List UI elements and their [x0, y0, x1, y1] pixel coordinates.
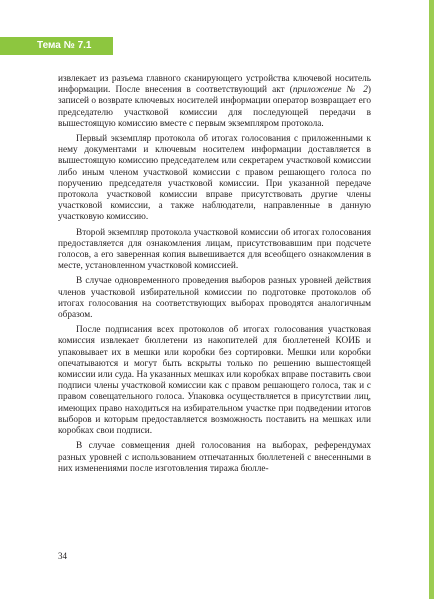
paragraph-1-appendix-ref: приложение № 2: [292, 85, 368, 96]
paragraph-2: Первый экземпляр протокола об итогах голосования с приложенными к нему документами и ключевым носителем информации доставляется в вышестоящую комиссию председателем или секретарем участковой комиссии либо иным членом участковой комиссии с правом решающего голоса по поручению председателя участковой комиссии. При указанной передаче протокола участковой комиссии вправе присутствовать другие члены участковой комиссии, а также наблюдатели, направленные в данную участковую комиссию.: [58, 134, 371, 223]
page-number: 34: [58, 551, 67, 561]
section-tab: [0, 37, 113, 55]
paragraph-3: Второй экземпляр протокола участковой комиссии об итогах голосования предоставляется для ознакомления лицам, присутствовавшим при подсчете голосов, а его заверенная копия вывешивается для всеобщего ознакомления в месте, установленном участковой комиссией.: [58, 227, 371, 272]
paragraph-6: В случае совмещения дней голосования на выборах, референдумах разных уровней с использованием отпечатанных бюллетеней с внесенными в них изменениями после изготовления тиража бюлле-: [58, 441, 371, 474]
body-text: [58, 74, 371, 475]
paragraph-1: [58, 74, 371, 130]
paragraph-4: В случае одновременного проведения выборов разных уровней действия членов участковой избирательной комиссии по подготовке протоколов об итогах голосования на соответствующих выборах проводятся аналогичным образом.: [58, 276, 371, 321]
paragraph-5: После подписания всех протоколов об итогах голосования участковая комиссия извлекает бюллетени из накопителей для бюллетеней КОИБ и упаковывает их в мешки или коробки без сортировки. Мешки или коробки опечатываются и могут быть вскрыты только по решению вышестоящей комиссии или суда. На указанных мешках или коробках вправе поставить свои подписи члены участковой комиссии как с правом решающего голоса, так и с правом совещательного голоса. Упаковка осуществляется в присутствии лиц, имеющих право находиться на избирательном участке при подведении итогов выборов и которым предоставляется возможность поставить на мешках или коробках свои подписи.: [58, 325, 371, 437]
paragraph-1-text-a: извлекает из разъема главного сканирующего устройства ключевой носитель информации. После внесения в соответствующий акт (: [58, 74, 371, 96]
page-edge-stripe: [429, 0, 434, 599]
section-tab-label: Тема № 7.1: [37, 40, 92, 51]
paragraph-1-text-b: ) записей о возврате ключевых носителей информации оператор возвращает его председателю участковой комиссии для последующей передачи в вышестоящую комиссию вместе с первым экземпляром протокола.: [58, 85, 371, 129]
